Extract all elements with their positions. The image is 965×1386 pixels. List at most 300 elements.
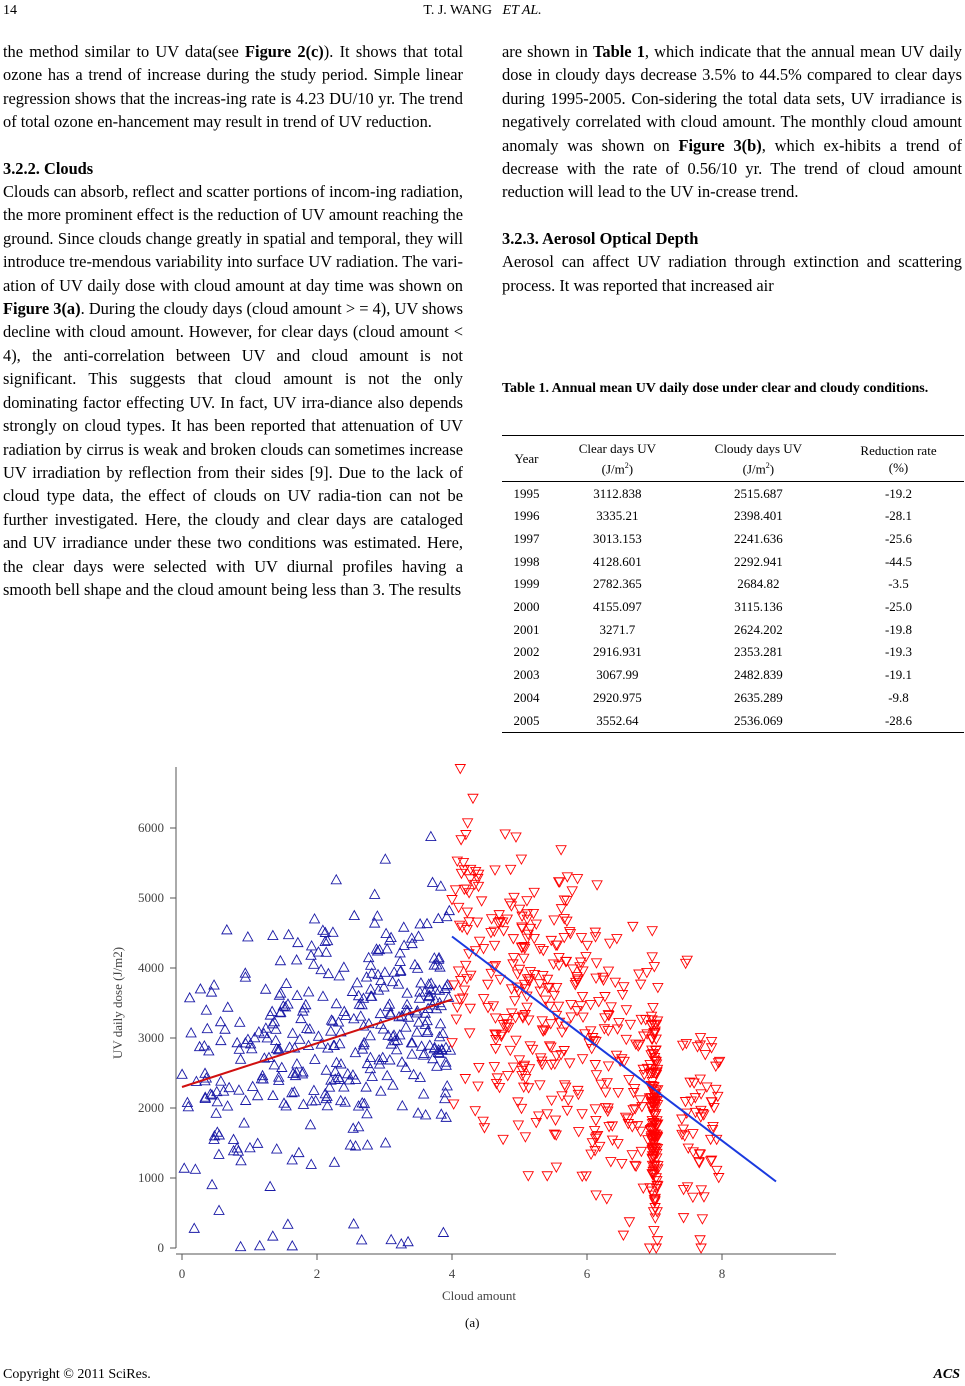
clear-day-point <box>349 1219 359 1228</box>
clear-day-point <box>402 988 412 997</box>
cloudy-day-point <box>451 886 461 895</box>
cell-reduction: -25.6 <box>884 531 913 547</box>
cloudy-day-point <box>602 1195 612 1204</box>
cloudy-day-point <box>606 1158 616 1167</box>
cloudy-day-point <box>600 993 610 1002</box>
paragraph-results: are shown in Table 1, which indicate that the annual mean UV daily dose in cloudy days decrease 3.5% to 44.5% compared to clear days during 1995-2005. Con-sidering the total data sets, UV irradiance is negatively correlated with cloud amount. The monthly cloud amount anomaly was shown on Figure 3(b), which ex-hibits a trend of decrease with the rate of 0.56/10 yr. The trend of cloud amount reduction will lead to the UV in-crease trend. <box>502 42 962 202</box>
cloudy-day-point <box>506 865 516 874</box>
cell-cloudy: 2515.687 <box>734 485 783 501</box>
cloudy-day-point <box>479 1124 489 1133</box>
clear-day-point <box>399 922 409 931</box>
cloudy-day-point <box>621 1035 631 1044</box>
cloudy-day-point <box>520 1133 530 1142</box>
table-header-row <box>502 436 964 482</box>
cloudy-day-point <box>466 971 476 980</box>
cloudy-day-point <box>700 1050 710 1059</box>
cloudy-day-point <box>707 1044 717 1053</box>
cloudy-day-point <box>460 1075 470 1084</box>
cloudy-day-point <box>601 1088 611 1097</box>
cell-cloudy: 2292.941 <box>734 553 783 569</box>
cloudy-day-point <box>508 935 518 944</box>
right-column <box>502 40 962 297</box>
cloudy-day-point <box>473 882 483 891</box>
cloudy-day-point <box>696 1090 706 1099</box>
cloudy-day-point <box>523 1172 533 1181</box>
cloudy-day-point <box>714 1173 724 1182</box>
clear-day-point <box>370 918 380 927</box>
cell-clear: 3271.7 <box>599 621 636 637</box>
cloudy-day-point <box>566 1000 576 1009</box>
cloudy-day-point <box>688 1193 698 1202</box>
cell-reduction: -28.1 <box>884 508 913 524</box>
cloudy-day-point <box>473 1082 483 1091</box>
cloudy-day-point <box>711 1085 721 1094</box>
cloudy-day-point <box>647 953 657 962</box>
cloudy-day-point <box>490 866 500 875</box>
cloudy-day-point <box>542 1110 552 1119</box>
cloudy-day-point <box>463 819 473 828</box>
table-row <box>502 550 964 573</box>
cell-cloudy: 2482.839 <box>734 667 783 683</box>
figure-ref[interactable]: Figure 2(c) <box>245 42 324 61</box>
cloudy-day-point <box>653 983 663 992</box>
cloudy-day-point <box>628 922 638 931</box>
cloudy-day-point <box>549 916 559 925</box>
clear-day-point <box>185 993 195 1002</box>
cloudy-day-point <box>490 941 500 950</box>
clear-day-point <box>239 1118 249 1127</box>
cell-clear: 4155.097 <box>592 599 642 615</box>
clear-day-point <box>352 978 362 987</box>
clear-day-point <box>268 1231 278 1240</box>
clear-day-point <box>415 1072 425 1081</box>
clear-day-point <box>219 1086 229 1095</box>
x-axis-label: Cloud amount <box>441 1288 517 1303</box>
cloudy-day-point <box>505 1046 515 1055</box>
cell-reduction: -19.2 <box>884 485 913 501</box>
clear-day-point <box>339 962 349 971</box>
cloudy-day-point <box>590 1105 600 1114</box>
clear-day-point <box>442 1081 452 1090</box>
clear-day-point <box>362 1140 372 1149</box>
figure-caption: (a) <box>465 1315 480 1330</box>
clear-day-point <box>179 1163 189 1172</box>
cloudy-day-point <box>697 1215 707 1224</box>
cloudy-day-point <box>470 1107 480 1116</box>
cloudy-day-point <box>479 995 489 1004</box>
clear-day-point <box>331 875 341 884</box>
clear-day-point <box>253 1138 263 1147</box>
clear-day-point <box>234 1085 244 1094</box>
cloudy-day-point <box>713 1092 723 1101</box>
header-clear: Clear days UV $(J/m^2)$ <box>551 436 684 482</box>
cloudy-day-point <box>465 1004 475 1013</box>
cloudy-day-point <box>572 1007 582 1016</box>
clear-day-point <box>211 1108 221 1117</box>
cloudy-day-point <box>696 1244 706 1253</box>
paragraph-aerosol: Aerosol can affect UV radiation through extinction and scattering process. It was reported that increased air <box>502 252 962 295</box>
clear-day-point <box>292 1059 302 1068</box>
y-tick-label: 5000 <box>138 890 164 905</box>
cell-year: 2004 <box>513 689 540 705</box>
cloudy-day-point <box>567 887 577 896</box>
table-row <box>502 573 964 596</box>
clear-day-point <box>204 1046 214 1055</box>
clear-day-point <box>281 979 291 988</box>
table-row <box>502 687 964 710</box>
cloudy-day-point <box>503 1072 513 1081</box>
clear-day-point <box>253 1091 263 1100</box>
cloudy-day-point <box>455 765 465 774</box>
clear-day-point <box>288 1028 298 1037</box>
cloudy-day-point <box>636 1127 646 1136</box>
cloudy-day-point <box>634 970 644 979</box>
clear-day-point <box>426 832 436 841</box>
clear-day-point <box>294 1148 304 1157</box>
cloudy-day-point <box>706 1157 716 1166</box>
clear-day-point <box>223 1002 233 1011</box>
cloudy-day-point <box>452 1003 462 1012</box>
cloudy-day-point <box>565 928 575 937</box>
clear-day-point <box>310 1054 320 1063</box>
cell-year: 2002 <box>513 644 540 660</box>
x-tick-label: 8 <box>718 1266 726 1281</box>
cloudy-day-point <box>511 833 521 842</box>
clear-day-point <box>307 941 317 950</box>
cloudy-day-point <box>624 1218 634 1227</box>
clear-day-point <box>365 1031 375 1040</box>
cloudy-day-point <box>680 1132 690 1141</box>
clear-day-point <box>416 978 426 987</box>
cloudy-day-point <box>554 1002 564 1011</box>
cell-reduction: -19.8 <box>884 621 913 637</box>
running-title: T. J. WANG ET AL. <box>423 3 542 18</box>
cloudy-day-point <box>551 1116 561 1125</box>
cloudy-day-point <box>537 1017 547 1026</box>
cloudy-day-point <box>591 1191 601 1200</box>
table-row <box>502 528 964 551</box>
cloudy-day-point <box>618 1231 628 1240</box>
cloudy-day-point <box>547 1096 557 1105</box>
y-tick-label: 4000 <box>138 960 164 975</box>
copyright: Copyright © 2011 SciRes. <box>3 1367 151 1382</box>
cloudy-day-point <box>529 934 539 943</box>
cloudy-day-point <box>477 897 487 906</box>
y-axis-label: UV daily dose (J/m2) <box>110 946 125 1060</box>
table-caption: Table 1. Annual mean UV daily dose under clear and cloudy conditions. <box>502 381 929 396</box>
cloudy-day-point <box>451 1015 461 1024</box>
cloudy-day-point <box>498 1135 508 1144</box>
cloudy-day-point <box>461 830 471 839</box>
cloudy-day-point <box>449 1100 459 1109</box>
cloudy-day-point <box>624 1076 634 1085</box>
clear-day-point <box>310 914 320 923</box>
header-year: Year <box>502 436 551 482</box>
clear-day-point <box>207 1180 217 1189</box>
clear-day-point <box>241 1096 251 1105</box>
cloudy-day-point <box>557 1028 567 1037</box>
cloudy-day-point <box>608 1136 618 1145</box>
cell-year: 2003 <box>513 667 540 683</box>
clear-day-point <box>357 1235 367 1244</box>
cell-cloudy: 2241.636 <box>734 531 783 547</box>
y-tick-label: 1000 <box>138 1170 164 1185</box>
clear-day-point <box>438 1228 448 1237</box>
cell-cloudy: 2684.82 <box>737 576 780 592</box>
table-row <box>502 482 964 505</box>
cell-clear: 4128.601 <box>592 553 642 569</box>
cell-reduction: -25.0 <box>884 599 913 615</box>
clear-day-point <box>436 1109 446 1118</box>
x-tick-label: 2 <box>313 1266 321 1281</box>
cell-cloudy: 2624.202 <box>734 621 783 637</box>
cloudy-day-point <box>535 1081 545 1090</box>
cloudy-day-point <box>566 1013 576 1022</box>
cloudy-day-point <box>650 1214 660 1223</box>
table-row <box>502 664 964 687</box>
clear-day-point <box>236 1156 246 1165</box>
clear-day-point <box>392 1045 402 1054</box>
uv-dose-table <box>502 435 964 733</box>
cloudy-day-point <box>500 1015 510 1024</box>
clear-day-point <box>272 1144 282 1153</box>
clear-day-point <box>401 1022 411 1031</box>
trend-line <box>452 937 776 1182</box>
cloudy-day-point <box>695 1236 705 1245</box>
cloudy-day-point <box>617 1159 627 1168</box>
cell-year: 2001 <box>513 621 540 637</box>
cloudy-day-point <box>591 1116 601 1125</box>
cell-reduction: -9.8 <box>888 689 909 705</box>
clear-day-point <box>209 980 219 989</box>
cell-cloudy: 2353.281 <box>734 644 783 660</box>
clear-day-point <box>332 1058 342 1067</box>
cloudy-day-point <box>582 941 592 950</box>
cloudy-day-point <box>688 1130 698 1139</box>
cloudy-day-point <box>574 1128 584 1137</box>
clear-day-point <box>436 1019 446 1028</box>
clear-day-point <box>265 1182 275 1191</box>
clear-day-point <box>441 1112 451 1121</box>
clear-day-point <box>202 1024 212 1033</box>
clear-day-point <box>268 931 278 940</box>
clear-day-point <box>305 1120 315 1129</box>
cloudy-day-point <box>592 959 602 968</box>
clear-day-point <box>415 919 425 928</box>
clear-day-point <box>381 929 391 938</box>
clear-day-point <box>376 1086 386 1095</box>
cloudy-day-point <box>522 934 532 943</box>
cell-clear: 2920.975 <box>592 689 642 705</box>
clear-day-point <box>268 1091 278 1100</box>
clear-day-point <box>216 1036 226 1045</box>
clear-day-point <box>421 1110 431 1119</box>
clear-day-point <box>307 1096 317 1105</box>
cloudy-day-point <box>511 1036 521 1045</box>
cell-cloudy: 3115.136 <box>734 599 783 615</box>
header-cloudy: Cloudy days UV $(J/m^2)$ <box>684 436 833 482</box>
cloudy-day-point <box>649 1227 659 1236</box>
clear-day-point <box>413 1108 423 1117</box>
clear-day-point <box>422 919 432 928</box>
cloudy-day-point <box>513 1121 523 1130</box>
cell-clear: 3335.21 <box>596 508 639 524</box>
cell-reduction: -3.5 <box>888 576 909 592</box>
cloudy-day-point <box>519 954 529 963</box>
cell-clear: 2916.931 <box>592 644 642 660</box>
page-header <box>0 0 965 30</box>
cloudy-day-point <box>489 1063 499 1072</box>
clear-day-point <box>214 1205 224 1214</box>
cloudy-day-point <box>562 1106 572 1115</box>
clear-day-point <box>309 959 319 968</box>
clear-day-point <box>292 990 302 999</box>
cloudy-day-point <box>534 1112 544 1121</box>
clear-day-point <box>356 1011 366 1020</box>
clear-day-point <box>361 1082 371 1091</box>
clear-day-point <box>349 911 359 920</box>
cloudy-day-point <box>472 918 482 927</box>
table-row <box>502 641 964 664</box>
cloudy-day-point <box>513 1098 523 1107</box>
page-number: 14 <box>3 3 17 18</box>
table-row <box>502 709 964 732</box>
cloudy-day-point <box>648 1003 658 1012</box>
cloudy-day-point <box>613 1088 623 1097</box>
clear-day-point <box>216 1076 226 1085</box>
clear-day-point <box>435 1032 445 1041</box>
section-heading-clouds: 3.2.2. Clouds <box>3 158 94 178</box>
clear-day-point <box>304 987 314 996</box>
cell-reduction: -28.6 <box>833 709 964 732</box>
clear-day-point <box>190 1164 200 1173</box>
clear-day-point <box>428 877 438 886</box>
cloudy-day-point <box>581 953 591 962</box>
clear-day-point <box>283 1219 293 1228</box>
cloudy-day-point <box>581 1172 591 1181</box>
cloudy-day-point <box>462 908 472 917</box>
cloudy-day-point <box>618 990 628 999</box>
clear-day-point <box>287 1241 297 1250</box>
clear-day-point <box>292 955 302 964</box>
section-heading-aerosol: 3.2.3. Aerosol Optical Depth <box>502 228 699 248</box>
cloudy-day-point <box>465 1029 475 1038</box>
cloudy-day-point <box>510 997 520 1006</box>
figure-ref[interactable]: Figure 3(a) <box>3 299 81 319</box>
cloudy-day-point <box>636 980 646 989</box>
cloudy-day-point <box>577 992 587 1001</box>
cell-year: 1999 <box>513 576 540 592</box>
clear-day-point <box>362 1059 372 1068</box>
clear-day-point <box>235 1017 245 1026</box>
cloudy-day-point <box>614 1018 624 1027</box>
cloudy-day-point <box>522 897 532 906</box>
clear-day-point <box>293 938 303 947</box>
cloudy-day-point <box>603 967 613 976</box>
cloudy-day-point <box>516 855 526 864</box>
cloudy-day-point <box>592 881 602 890</box>
clear-day-point <box>336 1096 346 1105</box>
clear-day-point <box>229 1134 239 1143</box>
cell-reduction: -19.3 <box>884 644 913 660</box>
cloudy-day-point <box>578 1013 588 1022</box>
table-row <box>502 505 964 528</box>
cloudy-day-point <box>524 1084 534 1093</box>
clear-day-point <box>275 956 285 965</box>
clear-day-point <box>381 1138 391 1147</box>
cloudy-day-point <box>542 1172 552 1181</box>
clear-day-point <box>442 912 452 921</box>
cloudy-day-point <box>702 1083 712 1092</box>
clear-day-point <box>331 999 341 1008</box>
clear-day-point <box>370 889 380 898</box>
clear-day-point <box>223 1101 233 1110</box>
clear-day-point <box>271 1035 281 1044</box>
clear-day-point <box>261 984 271 993</box>
paragraph-ozone: the method similar to UV data(see Figure 2(c)). It shows that total ozone has a trend of increase during the study period. Simple linear regression shows that the increas-ing rate is 4.23 DU/10 yr. The trend of total ozone en-hancement may result in trend of UV reduction. <box>3 42 464 132</box>
clear-day-point <box>380 854 390 863</box>
cloudy-day-point <box>563 1096 573 1105</box>
cloudy-day-point <box>685 1078 695 1087</box>
cloudy-day-point <box>508 1063 518 1072</box>
x-tick-label: 6 <box>583 1266 591 1281</box>
clear-day-point <box>329 1157 339 1166</box>
cell-year: 1996 <box>513 508 540 524</box>
cloudy-day-point <box>550 1060 560 1069</box>
clear-day-point <box>177 1069 187 1078</box>
journal-name: ACS <box>933 1367 960 1382</box>
clear-day-point <box>182 1098 192 1107</box>
cloudy-day-point <box>600 1014 610 1023</box>
clear-day-point <box>382 1071 392 1080</box>
table-ref[interactable]: Table 1 <box>592 42 645 61</box>
cell-cloudy: 2398.401 <box>734 508 783 524</box>
clear-day-point <box>234 1044 244 1053</box>
clear-day-point <box>334 971 344 980</box>
cloudy-day-point <box>604 1062 614 1071</box>
cloudy-day-point <box>556 846 566 855</box>
cell-year: 1998 <box>513 553 540 569</box>
cloudy-day-point <box>679 1214 689 1223</box>
cell-clear: 3013.153 <box>592 531 642 547</box>
clear-day-point <box>243 932 253 941</box>
cell-reduction: -44.5 <box>884 553 913 569</box>
cloudy-day-point <box>638 1184 648 1193</box>
left-column <box>3 40 463 601</box>
cloudy-day-point <box>636 1147 646 1156</box>
cell-clear: 3552.64 <box>551 709 684 732</box>
cloudy-day-point <box>562 873 572 882</box>
clear-day-point <box>419 1049 429 1058</box>
clear-day-point <box>201 1005 211 1014</box>
cell-year: 2005 <box>502 709 551 732</box>
y-tick-label: 6000 <box>138 820 164 835</box>
cloudy-day-point <box>500 830 510 839</box>
cloudy-day-point <box>486 969 496 978</box>
cloudy-day-point <box>447 1039 457 1048</box>
cell-clear: 3112.838 <box>593 485 642 501</box>
y-tick-label: 0 <box>157 1240 164 1255</box>
cloudy-day-point <box>682 956 692 965</box>
cell-year: 2000 <box>513 599 540 615</box>
cloudy-day-point <box>577 1110 587 1119</box>
cell-reduction: -19.1 <box>884 667 913 683</box>
clear-day-point <box>407 1049 417 1058</box>
clear-day-point <box>195 984 205 993</box>
figure-ref[interactable]: Figure 3(b) <box>678 135 762 155</box>
cloudy-day-point <box>565 1059 575 1068</box>
cloudy-day-point <box>491 1044 501 1053</box>
